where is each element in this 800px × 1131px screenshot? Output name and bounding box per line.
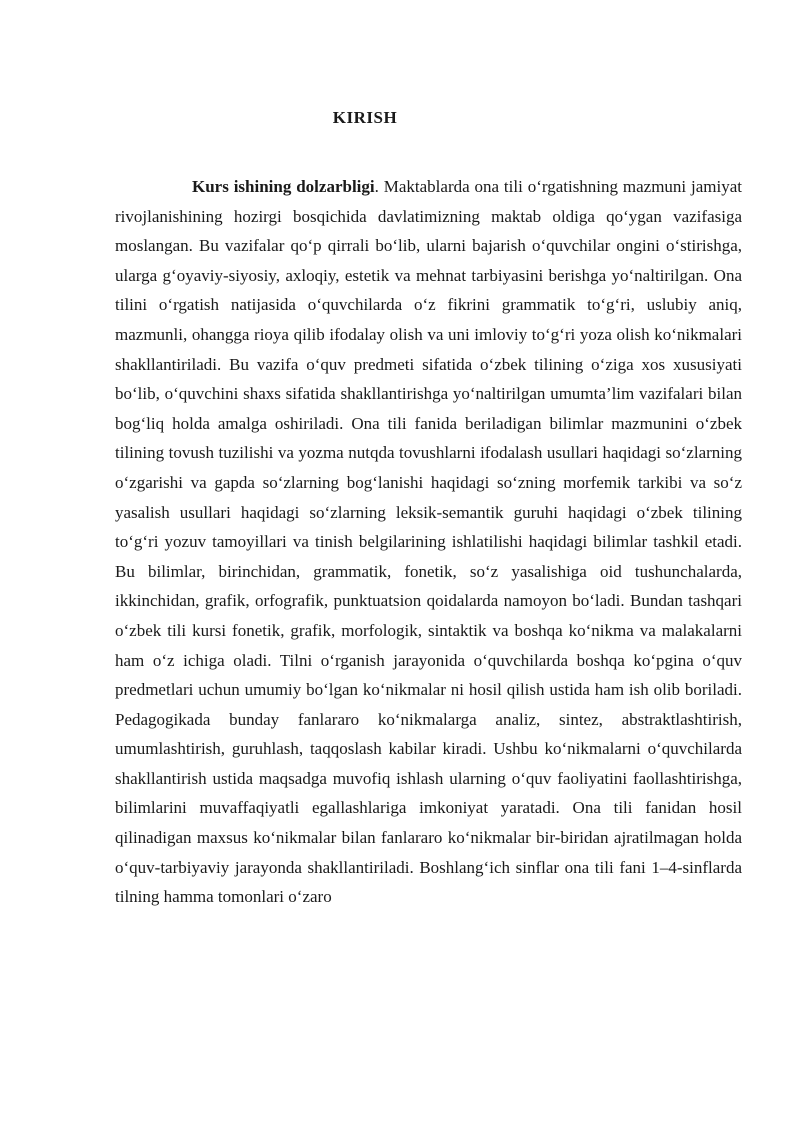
body-paragraph — [115, 172, 742, 912]
paragraph-text: Maktablarda ona tili o‘rgatishning mazmuni jamiyat rivojlanishining hozirgi bosqichida davlatimizning maktab oldiga qo‘ygan vazifasiga moslangan. Bu vazifalar qo‘p qirrali bo‘lib, ularni bajarish o‘quvchilar ongini o‘stirishga, ularga g‘oyaviy-siyosiy, axloqiy, estetik va mehnat tarbiyasini berishga yo‘naltirilgan. Ona tilini o‘rgatish natijasida o‘quvchilarda o‘z fikrini grammatik to‘g‘ri, uslubiy aniq, mazmunli, ohangga rioya qilib ifodalay olish va uni imloviy to‘g‘ri yoza olish ko‘nikmalari shakllantiriladi. Bu vazifa o‘quv predmeti sifatida o‘zbek tilining o‘ziga xos xususiyati bo‘lib, o‘quvchini shaxs sifatida shakllantirishga yo‘naltirilgan umumta’lim vazifalari bilan bog‘liq holda amalga oshiriladi. Ona tili fanida beriladigan bilimlar mazmunini o‘zbek tilining tovush tuzilishi va yozma nutqda tovushlarni ifodalash usullari haqidagi so‘zlarning o‘zgarishi va gapda so‘zlarning bog‘lanishi haqidagi so‘zning morfemik tarkibi va so‘z yasalish usullari haqidagi so‘zlarning leksik-semantik guruhi haqidagi o‘zbek tilining to‘g‘ri yozuv tamoyillari va tinish belgilarining ishlatilishi haqidagi bilimlar tashkil etadi. Bu bilimlar, birinchidan, grammatik, fonetik, so‘z yasalishiga oid tushunchalarda, ikkinchidan, grafik, orfografik, punktuatsion qoidalarda namoyon bo‘ladi. Bundan tashqari o‘zbek tili kursi fonetik, grafik, morfologik, sintaktik va boshqa ko‘nikma va malakalarni ham o‘z ichiga oladi. Tilni o‘rganish jarayonida o‘quvchilarda boshqa ko‘pgina o‘quv predmetlari uchun umumiy bo‘lgan ko‘nikmalar ni hosil qilish ustida ham ish olib boriladi. Pedagogikada bunday fanlararo ko‘nikmalarga analiz, sintez, abstraktlashtirish, umumlashtirish, guruhlash, taqqoslash kabilar kiradi. Ushbu ko‘nikmalarni o‘quvchilarda shakllantirish ustida maqsadga muvofiq ishlash ularning o‘quv faoliyatini faollashtirishga, bilimlarini muvaffaqiyatli egallashlariga imkoniyat yaratadi. Ona tili fanidan hosil qilinadigan maxsus ko‘nikmalar bilan fanlararo ko‘nikmalar bir-biridan ajratilmagan holda o‘quv-tarbiyaviy jarayonda shakllantiriladi. Boshlang‘ich sinflar ona tili fani 1–4-sinflarda tilning hamma tomonlari o‘zaro — [115, 177, 743, 907]
section-title: KIRISH — [332, 108, 398, 127]
intro-punctuation: . — [374, 177, 384, 196]
intro-heading: Kurs ishining dolzarbligi — [192, 177, 375, 196]
